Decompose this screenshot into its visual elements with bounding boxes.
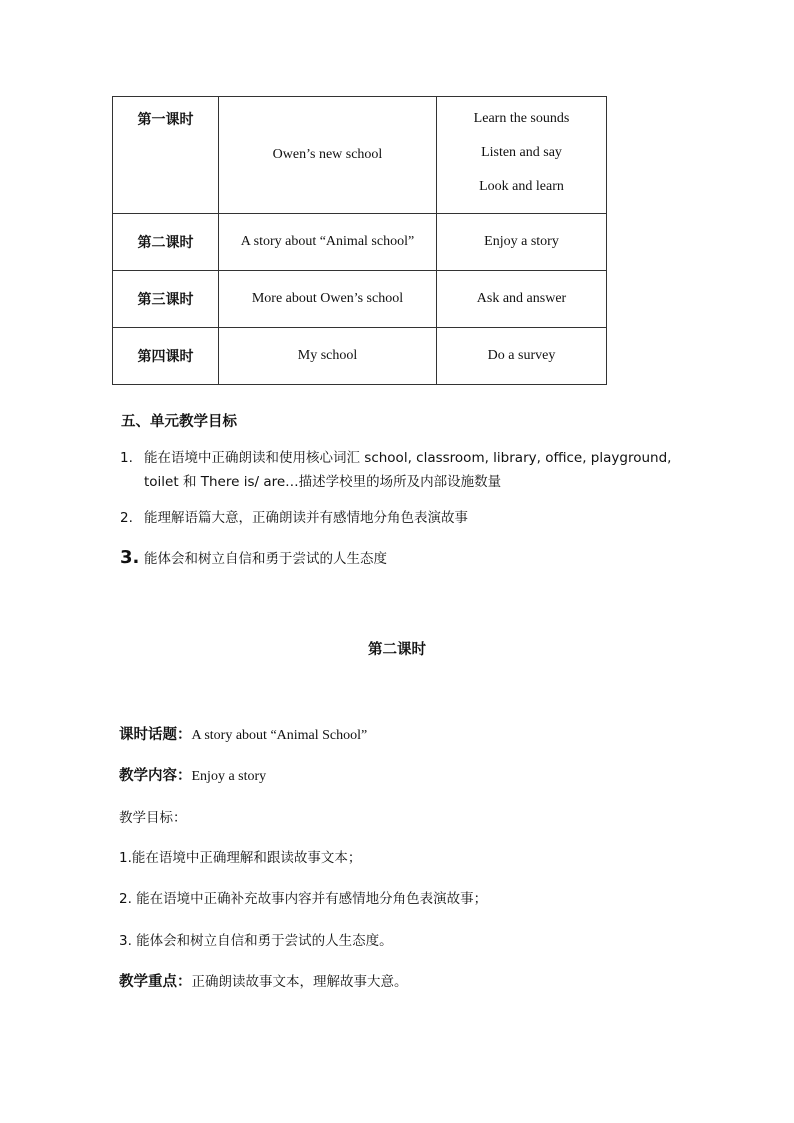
- lesson-number-cell: 第四课时: [113, 328, 219, 385]
- lesson-content-line: [119, 765, 266, 788]
- lesson-activity-cell: Ask and answer: [437, 271, 607, 328]
- objective-number: 1.: [120, 450, 133, 466]
- objective-item: [120, 446, 680, 494]
- lesson-number-cell: 第一课时: [113, 97, 219, 214]
- activity-item: Look and learn: [479, 179, 564, 194]
- content-label: 教学内容：: [119, 768, 192, 784]
- table-row: [113, 97, 607, 214]
- lesson-topic-cell: A story about “Animal school”: [219, 214, 437, 271]
- goal-item: 1.能在语境中正确理解和跟读故事文本；: [119, 850, 362, 866]
- lesson-activity-cell: [437, 97, 607, 214]
- lesson-topic-cell: My school: [219, 328, 437, 385]
- lesson-title: 第二课时: [368, 642, 426, 658]
- content-value: Enjoy a story: [191, 769, 267, 784]
- objective-text: 能理解语篇大意，正确朗读并有感情地分角色表演故事: [144, 510, 468, 526]
- key-value: 正确朗读故事文本，理解故事大意。: [191, 974, 408, 990]
- lesson-activity-cell: Do a survey: [437, 328, 607, 385]
- key-point-line: [119, 971, 408, 994]
- lesson-activity-cell: Enjoy a story: [437, 214, 607, 271]
- objective-text: 能体会和树立自信和勇于尝试的人生态度: [144, 551, 387, 567]
- table-row: [113, 328, 607, 385]
- table-row: [113, 271, 607, 328]
- lesson-number-cell: 第二课时: [113, 214, 219, 271]
- goal-item: 3. 能体会和树立自信和勇于尝试的人生态度。: [119, 933, 393, 949]
- key-label: 教学重点：: [119, 974, 192, 990]
- lesson-plan-table: [112, 96, 607, 385]
- objective-number: 3.: [120, 547, 140, 568]
- topic-label: 课时话题：: [119, 727, 192, 743]
- objective-number: 2.: [120, 510, 133, 526]
- goal-item: 2. 能在语境中正确补充故事内容并有感情地分角色表演故事；: [119, 891, 488, 907]
- objective-item: [120, 506, 468, 530]
- lesson-number-cell: 第三课时: [113, 271, 219, 328]
- lesson-topic-line: [119, 724, 367, 747]
- lesson-topic-cell: Owen’s new school: [219, 97, 437, 214]
- activity-item: Learn the sounds: [473, 111, 570, 126]
- objective-text: 能在语境中正确朗读和使用核心词汇 school, classroom, library, office, playground, toilet 和 There is/ are…描述学校里的场所及内部设施数量: [144, 450, 672, 490]
- objective-item: [120, 546, 387, 571]
- lesson-topic-cell: More about Owen’s school: [219, 271, 437, 328]
- objectives-heading: 五、单元教学目标: [121, 414, 237, 430]
- table-row: [113, 214, 607, 271]
- activity-item: Listen and say: [481, 145, 562, 160]
- goals-label: 教学目标：: [119, 810, 187, 826]
- topic-value: A story about “Animal School”: [191, 728, 368, 743]
